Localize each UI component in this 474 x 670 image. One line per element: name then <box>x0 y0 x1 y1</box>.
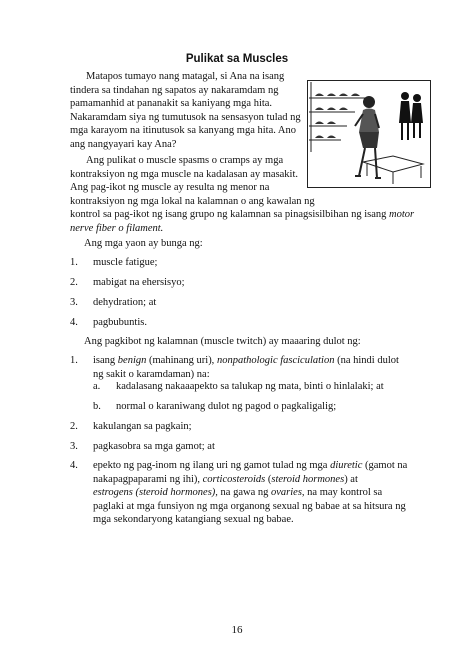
text-line <box>93 459 407 473</box>
text-fragment: isang <box>93 355 118 366</box>
page-title: Pulikat sa Muscles <box>185 53 289 65</box>
italic-term: nonpathologic fasciculation <box>216 355 335 366</box>
text-line: kontraksiyon ng mga lokal na kalamnan o ang kawalan ng <box>70 195 315 207</box>
text-line: Nakaramdam siya ng tumutusok na sensasyon tulad ng <box>70 111 301 123</box>
list-text: kadalasang nakaaapekto sa talukap ng mata, binti o hinlalaki; at <box>116 381 384 392</box>
list-text: normal o karaniwang dulot ng pagod o pagkaligalig; <box>116 401 337 412</box>
list-number: 2. <box>70 277 78 288</box>
paragraph-intro <box>70 70 301 151</box>
list-number: 1. <box>70 355 78 366</box>
list-text: muscle fatigue; <box>93 257 158 268</box>
causes-intro: Ang mga yaon ay bunga ng: <box>84 238 203 249</box>
text-line: mga sekondaryong katangiang sexual ng babae. <box>93 514 294 525</box>
text-fragment: na gawa ng <box>217 487 271 498</box>
text-line: Ang pulikat o muscle spasms o cramps ay mga <box>86 155 284 166</box>
list-number: 3. <box>70 441 78 452</box>
list-letter: a. <box>93 381 101 392</box>
list-number: 1. <box>70 257 78 268</box>
italic-term: ovaries, <box>271 487 305 498</box>
text-fragment: (na hindi dulot <box>334 355 399 366</box>
twitch-intro: Ang pagkibot ng kalamnan (muscle twitch) ay maaaring dulot ng: <box>84 336 361 347</box>
text-fragment: ( <box>265 473 272 485</box>
list-text: kakulangan sa pagkain; <box>93 421 192 432</box>
list-number: 3. <box>70 297 78 308</box>
text-line: Matapos tumayo nang matagal, si Ana na isang <box>86 71 285 82</box>
list-letter: b. <box>93 401 101 412</box>
italic-term: corticosteroids <box>202 473 266 485</box>
text-fragment: (gamot na <box>362 460 408 471</box>
text-line: Ang pag-ikot ng muscle ay resulta ng menor na <box>70 182 270 193</box>
list-number: 2. <box>70 421 78 432</box>
text-fragment: na may kontrol sa <box>304 487 383 498</box>
text-fragment: kontrol sa pag-ikot ng isang grupo ng kalamnan sa pinagsisilbihan ng isang <box>70 209 387 220</box>
text-fragment: ) at <box>344 473 358 485</box>
text-line: ng sakit o karamdaman) na: <box>93 368 210 380</box>
list-number: 4. <box>70 460 78 471</box>
page-number: 16 <box>231 624 243 636</box>
text-line: paglaki at mga funsiyon ng mga organong sexual ng babae at sa hitsura ng <box>93 500 406 512</box>
list-text: dehydration; at <box>93 297 157 308</box>
text-line: pamamanhid at pananakit sa kaniyang mga hita. <box>70 98 273 109</box>
text-line <box>93 354 399 368</box>
italic-term: motor <box>389 209 415 220</box>
italic-term: diuretic <box>330 460 363 471</box>
italic-term: benign <box>117 355 147 366</box>
text-line <box>93 473 407 487</box>
text-line: kontraksiyon ng mga muscle na kadalasan ay masakit. <box>70 168 299 180</box>
text-line: mga karayom na itinutusok sa kanyang mga hita. Ano <box>70 125 296 136</box>
italic-term: steroid hormones <box>271 473 345 485</box>
text-line <box>93 486 407 500</box>
list-text: pagkasobra sa mga gamot; at <box>93 441 215 452</box>
paragraph-definition <box>70 154 414 235</box>
text-line <box>70 208 414 222</box>
list-text: pagbubuntis. <box>93 317 147 328</box>
list-text: mabigat na ehersisyo; <box>93 277 185 288</box>
italic-term: nerve fiber o filament. <box>70 222 164 234</box>
text-line <box>70 222 414 236</box>
text-line: tindera sa tindahan ng sapatos ay nakaramdam ng <box>70 84 279 96</box>
text-fragment: epekto ng pag-inom ng ilang uri ng gamot tulad ng mga <box>93 460 331 471</box>
text-fragment: (mahinang uri), <box>146 355 217 366</box>
text-fragment: nakapagpaparami ng ihi), <box>93 473 203 485</box>
text-line: ang nangyayari kay Ana? <box>70 138 177 150</box>
list-number: 4. <box>70 317 78 328</box>
italic-term: estrogens (steroid hormones), <box>93 487 218 498</box>
